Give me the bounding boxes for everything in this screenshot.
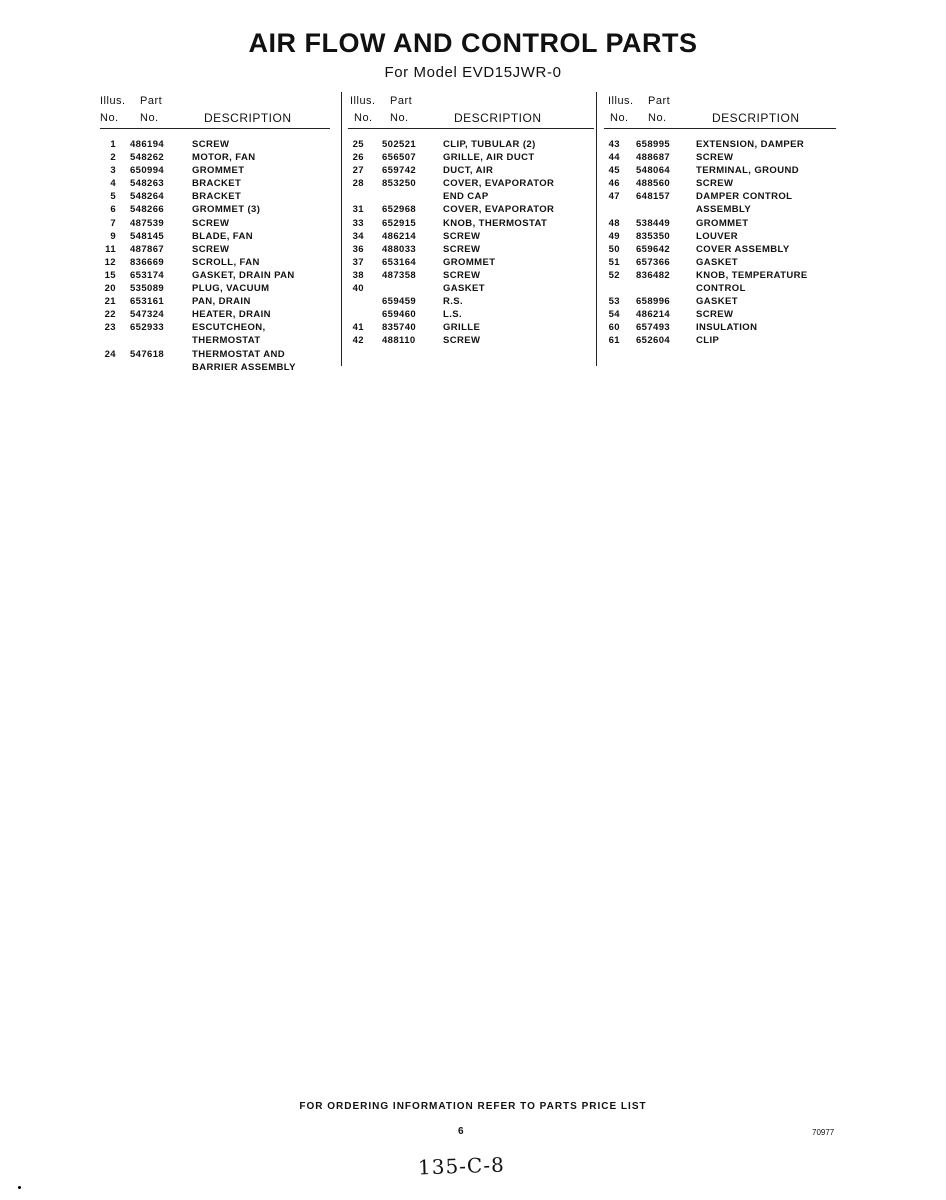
parts-row [348,165,594,178]
page-number: 6 [458,1126,464,1137]
part-number: 658995 [636,139,671,150]
description-label: DESCRIPTION [204,111,292,125]
parts-row [348,296,594,309]
illus-number: 25 [352,139,364,150]
illus-number: 60 [608,322,620,334]
illus-number: 49 [608,230,620,242]
part-description: CLIP, TUBULAR (2) [443,139,536,150]
part-description: MOTOR, FAN [192,152,256,164]
part-number: 652915 [382,217,417,229]
illus-number: 1 [110,139,116,150]
parts-row [100,231,330,244]
document-number: 70977 [812,1128,835,1137]
part-description: GASKET, DRAIN PAN [192,269,295,281]
parts-row [604,218,836,231]
part-description: COVER, EVAPORATOR [443,204,555,216]
parts-row [604,322,836,335]
part-description: SCREW [443,230,481,242]
part-description: GROMMET [443,256,496,268]
illus-number: 41 [352,322,364,334]
part-description: SCREW [192,243,230,255]
parts-row [100,309,330,322]
illus-number: 24 [104,348,116,360]
illus-number: 48 [608,217,620,229]
illus-number: 11 [105,243,116,255]
parts-row [100,191,330,204]
part-number: 502521 [382,139,417,150]
part-number: 853250 [382,178,417,190]
illus-number: 43 [608,139,620,150]
parts-row [100,270,330,283]
parts-row [348,178,594,191]
part-description: R.S. [443,296,464,308]
part-number: 486214 [636,309,671,321]
part-number: 659742 [382,165,417,177]
part-description: THERMOSTAT [192,335,261,347]
part-number: 659459 [382,296,417,308]
illus-number: 36 [352,243,364,255]
part-description: TERMINAL, GROUND [696,165,799,177]
column-divider [341,92,342,366]
part-number: 836669 [130,256,165,268]
part-number: 538449 [636,217,671,229]
illus-label: Illus. [350,95,376,107]
part-description: COVER ASSEMBLY [696,243,790,255]
part-description: PAN, DRAIN [192,296,251,308]
parts-row [100,335,330,348]
parts-row [604,257,836,270]
part-description: SCREW [443,335,481,347]
illus-number: 37 [352,256,364,268]
part-description: GASKET [696,256,738,268]
illus-label: Illus. [608,95,634,107]
parts-row [100,283,330,296]
part-no-label: No. [140,112,159,124]
parts-row [100,362,330,375]
part-description: LOUVER [696,230,738,242]
model-subtitle: For Model EVD15JWR-0 [384,64,562,81]
illus-number: 51 [608,256,620,268]
part-no-label: No. [648,112,667,124]
part-number: 487867 [130,243,165,255]
parts-row [100,322,330,335]
part-number: 836482 [636,269,671,281]
parts-column-3 [604,92,836,349]
part-description: KNOB, THERMOSTAT [443,217,548,229]
handwritten-note: 135-C-8 [417,1152,506,1180]
part-description: KNOB, TEMPERATURE [696,269,808,281]
parts-row [348,283,594,296]
part-number: 548064 [636,165,671,177]
part-number: 657366 [636,256,671,268]
part-description: SCROLL, FAN [192,256,260,268]
part-number: 659642 [636,243,671,255]
part-number: 548262 [130,152,165,164]
part-description: GROMMET (3) [192,204,261,216]
description-label: DESCRIPTION [712,111,800,125]
part-number: 547324 [130,309,165,321]
part-description: L.S. [443,309,463,321]
parts-row [100,139,330,152]
part-number: 653164 [382,256,417,268]
column-divider [596,92,597,366]
illus-number: 34 [352,230,364,242]
part-number: 656507 [382,152,417,164]
column-header [348,92,594,129]
parts-row [604,204,836,217]
part-number: 548145 [130,230,165,242]
part-description: CLIP [696,335,720,347]
part-number: 486214 [382,230,417,242]
illus-number: 42 [352,335,364,347]
parts-row [348,231,594,244]
part-label: Part [140,95,163,107]
illus-number: 44 [608,152,620,164]
parts-row [100,349,330,362]
part-number: 548264 [130,191,165,203]
part-number: 535089 [130,283,165,295]
part-number: 653174 [130,269,165,281]
part-number: 653161 [130,296,165,308]
part-description: SCREW [192,217,230,229]
parts-row [348,152,594,165]
part-number: 835350 [636,230,671,242]
parts-row [100,165,330,178]
ordering-note: FOR ORDERING INFORMATION REFER TO PARTS PRICE LIST [299,1101,647,1112]
part-description: BARRIER ASSEMBLY [192,361,296,373]
parts-rows [100,139,330,375]
illus-number: 15 [104,269,116,281]
part-description: ASSEMBLY [696,204,752,216]
parts-row [348,191,594,204]
part-number: 488560 [636,178,671,190]
part-number: 547618 [130,348,165,360]
part-description: ESCUTCHEON, [192,322,266,334]
part-number: 658996 [636,296,671,308]
part-description: BRACKET [192,178,242,190]
column-header [100,92,330,129]
parts-row [604,283,836,296]
illus-number: 4 [110,178,116,190]
illus-number: 27 [352,165,364,177]
part-description: THERMOSTAT AND [192,348,286,360]
illus-number: 53 [608,296,620,308]
part-description: INSULATION [696,322,758,334]
illus-number: 52 [608,269,620,281]
part-label: Part [648,95,671,107]
parts-row [604,296,836,309]
part-description: SCREW [443,243,481,255]
part-description: SCREW [696,309,734,321]
illus-no-label: No. [610,112,629,124]
illus-number: 22 [104,309,116,321]
illus-number: 38 [352,269,364,281]
illus-no-label: No. [354,112,373,124]
part-description: BRACKET [192,191,242,203]
illus-number: 5 [110,191,116,203]
part-description: SCREW [443,269,481,281]
parts-row [604,165,836,178]
part-number: 835740 [382,322,417,334]
parts-row [100,152,330,165]
part-number: 488110 [382,335,416,347]
parts-row [348,309,594,322]
parts-row [348,204,594,217]
illus-number: 21 [104,296,116,308]
illus-number: 26 [352,152,364,164]
part-number: 652968 [382,204,417,216]
part-number: 648157 [636,191,671,203]
parts-row [100,296,330,309]
part-description: BLADE, FAN [192,230,253,242]
part-description: GROMMET [696,217,749,229]
parts-row [604,152,836,165]
illus-number: 3 [110,165,116,177]
parts-row [348,335,594,348]
parts-rows [604,139,836,349]
part-description: GRILLE [443,322,481,334]
part-number: 488687 [636,152,671,164]
illus-number: 12 [104,256,116,268]
part-number: 659460 [382,309,417,321]
parts-row [604,335,836,348]
part-description: SCREW [696,152,734,164]
illus-number: 54 [608,309,620,321]
illus-number: 20 [104,283,116,295]
parts-row [604,191,836,204]
illus-number: 31 [352,204,364,216]
illus-label: Illus. [100,95,126,107]
part-description: GASKET [443,283,485,295]
illus-number: 40 [352,283,364,295]
part-description: GASKET [696,296,738,308]
part-number: 652933 [130,322,165,334]
part-description: COVER, EVAPORATOR [443,178,555,190]
illus-number: 9 [110,230,116,242]
part-label: Part [390,95,413,107]
parts-row [348,139,594,152]
illus-number: 28 [352,178,364,190]
illus-no-label: No. [100,112,119,124]
part-no-label: No. [390,112,409,124]
parts-row [100,218,330,231]
part-description: EXTENSION, DAMPER [696,139,805,150]
parts-row [348,244,594,257]
description-label: DESCRIPTION [454,111,542,125]
illus-number: 23 [104,322,116,334]
part-description: CONTROL [696,283,746,295]
illus-number: 45 [608,165,620,177]
parts-row [604,244,836,257]
part-description: DAMPER CONTROL [696,191,793,203]
part-number: 488033 [382,243,417,255]
parts-row [604,231,836,244]
part-description: SCREW [696,178,734,190]
parts-row [604,270,836,283]
scan-speck [18,1186,21,1189]
parts-row [348,257,594,270]
illus-number: 50 [608,243,620,255]
parts-row [604,178,836,191]
illus-number: 6 [110,204,116,216]
part-description: GRILLE, AIR DUCT [443,152,535,164]
illus-number: 33 [352,217,364,229]
illus-number: 46 [608,178,620,190]
part-number: 548263 [130,178,165,190]
part-description: PLUG, VACUUM [192,283,270,295]
parts-row [348,218,594,231]
part-number: 652604 [636,335,671,347]
parts-rows [348,139,594,349]
part-description: END CAP [443,191,489,203]
parts-row [604,309,836,322]
part-number: 650994 [130,165,165,177]
part-number: 548266 [130,204,165,216]
part-description: GROMMET [192,165,245,177]
page-title: AIR FLOW AND CONTROL PARTS [248,28,698,58]
parts-column-2 [348,92,594,349]
parts-row [348,270,594,283]
part-description: HEATER, DRAIN [192,309,271,321]
parts-row [348,322,594,335]
part-number: 487539 [130,217,165,229]
illus-number: 2 [110,152,116,164]
illus-number: 61 [608,335,620,347]
illus-number: 7 [110,217,116,229]
illus-number: 47 [608,191,620,203]
parts-row [100,257,330,270]
parts-column-1 [100,92,330,375]
parts-row [100,204,330,217]
column-header [604,92,836,129]
parts-row [100,244,330,257]
parts-row [604,139,836,152]
parts-row [100,178,330,191]
part-number: 657493 [636,322,671,334]
part-number: 487358 [382,269,417,281]
part-description: DUCT, AIR [443,165,494,177]
part-description: SCREW [192,139,230,150]
part-number: 486194 [130,139,165,150]
